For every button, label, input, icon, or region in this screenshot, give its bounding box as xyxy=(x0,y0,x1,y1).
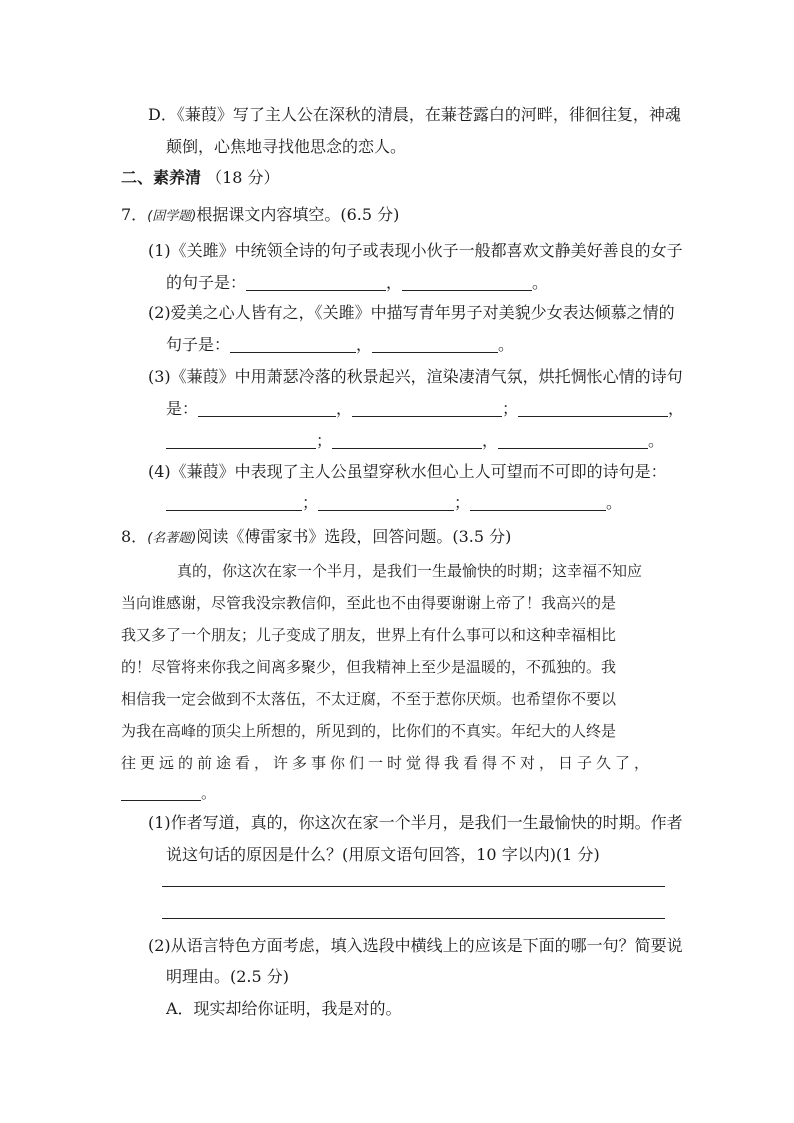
q7-sub1-line1: (1)《关雎》中统领全诗的句子或表现小伙子一般都喜欢文静美好善良的女子 xyxy=(148,241,683,260)
answer-blank[interactable] xyxy=(198,400,336,417)
q7-sub3-prefix: 是： xyxy=(166,399,199,418)
q8-sub1-line2: 说这句话的原因是什么？(用原文语句回答，10 字以内)(1 分) xyxy=(166,845,600,864)
answer-blank[interactable] xyxy=(166,494,302,511)
section-score: （18 分） xyxy=(206,168,280,187)
option-d-line-1: D．《蒹葭》写了主人公在深秋的清晨，在蒹苍露白的河畔，徘徊往复，神魂 xyxy=(148,105,681,124)
answer-blank[interactable] xyxy=(246,274,386,291)
passage-line: 相信我一定会做到不太落伍，不太迂腐，不至于惹你厌烦。也希望你不要以 xyxy=(121,690,617,708)
punct-comma: ， xyxy=(336,399,353,418)
answer-line[interactable] xyxy=(162,886,665,887)
punct-period: 。 xyxy=(498,335,515,354)
passage-line: 往更远的前途看，许多事你们一时觉得我看得不对，日子久了， xyxy=(121,754,654,772)
section-title: 二、素养清 xyxy=(121,168,202,187)
punct-semicolon: ； xyxy=(454,493,471,512)
answer-blank[interactable] xyxy=(372,336,498,353)
q7-sub2-line1: (2)爱美之心人皆有之，《关雎》中描写青年男子对美貌少女表达倾慕之情的 xyxy=(148,303,675,322)
question-7-tag: (固学题) xyxy=(147,209,197,224)
answer-blank[interactable] xyxy=(166,432,316,449)
q8-sub1-line1: (1)作者写道，真的，你这次在家一个半月，是我们一生最愉快的时期。作者 xyxy=(148,813,683,832)
q7-sub3-line2 xyxy=(166,396,684,419)
q8-option-a: A．现实却给你证明，我是对的。 xyxy=(166,999,402,1018)
answer-blank[interactable] xyxy=(498,432,648,449)
q7-sub3-line3 xyxy=(166,428,664,451)
passage-line: 真的，你这次在家一个半月，是我们一生最愉快的时期；这幸福不知应 xyxy=(177,562,643,580)
q7-sub3-line1: (3)《蒹葭》中用萧瑟冷落的秋景起兴，渲染凄清气氛，烘托惆怅心情的诗句 xyxy=(148,367,683,386)
punct-comma: ， xyxy=(482,431,499,450)
punct-comma: ， xyxy=(386,273,403,292)
punct-period: 。 xyxy=(648,431,665,450)
answer-blank[interactable] xyxy=(352,400,502,417)
passage-blank-line xyxy=(121,782,216,803)
question-7-text: 根据课文内容填空。(6.5 分) xyxy=(196,205,400,224)
question-7-header xyxy=(121,202,399,225)
q7-sub2-line2 xyxy=(166,332,514,355)
passage-line: 我又多了一个朋友；儿子变成了朋友，世界上有什么事可以和这种幸福相比 xyxy=(121,626,617,644)
passage-line: 当向谁感谢，尽管我没宗教信仰，至此也不由得要谢谢上帝了！我高兴的是 xyxy=(121,594,617,612)
q7-sub4-line2 xyxy=(166,490,622,513)
question-8-header xyxy=(121,524,511,547)
passage-blank[interactable] xyxy=(121,784,201,801)
answer-blank[interactable] xyxy=(518,400,668,417)
punct-comma: ， xyxy=(356,335,373,354)
punct-period: 。 xyxy=(532,273,549,292)
punct-period: 。 xyxy=(606,493,623,512)
question-8-tag: (名著题) xyxy=(147,531,197,546)
section-heading xyxy=(121,165,280,188)
punct-comma: ， xyxy=(668,399,685,418)
q7-sub2-prefix: 句子是： xyxy=(166,335,231,354)
option-d-line-2: 颠倒，心焦地寻找他思念的恋人。 xyxy=(166,137,407,156)
punct-semicolon: ； xyxy=(302,493,319,512)
answer-line[interactable] xyxy=(162,918,665,919)
q7-sub1-prefix: 的句子是： xyxy=(166,273,247,292)
q7-sub4-line1: (4)《蒹葭》中表现了主人公虽望穿秋水但心上人可望而不可即的诗句是： xyxy=(148,462,667,481)
punct-semicolon: ； xyxy=(316,431,333,450)
reading-passage xyxy=(121,560,675,800)
passage-line: 为我在高峰的顶尖上所想的，所见到的，比你们的不真实。年纪大的人终是 xyxy=(121,722,617,740)
answer-blank[interactable] xyxy=(230,336,356,353)
punct-semicolon: ； xyxy=(502,399,519,418)
answer-blank[interactable] xyxy=(332,432,482,449)
answer-blank[interactable] xyxy=(402,274,532,291)
question-7-number: 7． xyxy=(121,205,148,224)
q8-sub2-line1: (2)从语言特色方面考虑，填入选段中横线上的应该是下面的哪一句？简要说 xyxy=(148,936,683,955)
passage-line: 的！尽管将来你我之间离多聚少，但我精神上至少是温暖的，不孤独的。我 xyxy=(121,658,617,676)
q7-sub1-line2 xyxy=(166,270,548,293)
answer-blank[interactable] xyxy=(318,494,454,511)
question-8-number: 8． xyxy=(121,527,148,546)
q8-sub2-line2: 明理由。(2.5 分) xyxy=(166,967,290,986)
punct-period: 。 xyxy=(201,784,217,802)
answer-blank[interactable] xyxy=(470,494,606,511)
question-8-text: 阅读《傅雷家书》选段，回答问题。(3.5 分) xyxy=(196,527,512,546)
